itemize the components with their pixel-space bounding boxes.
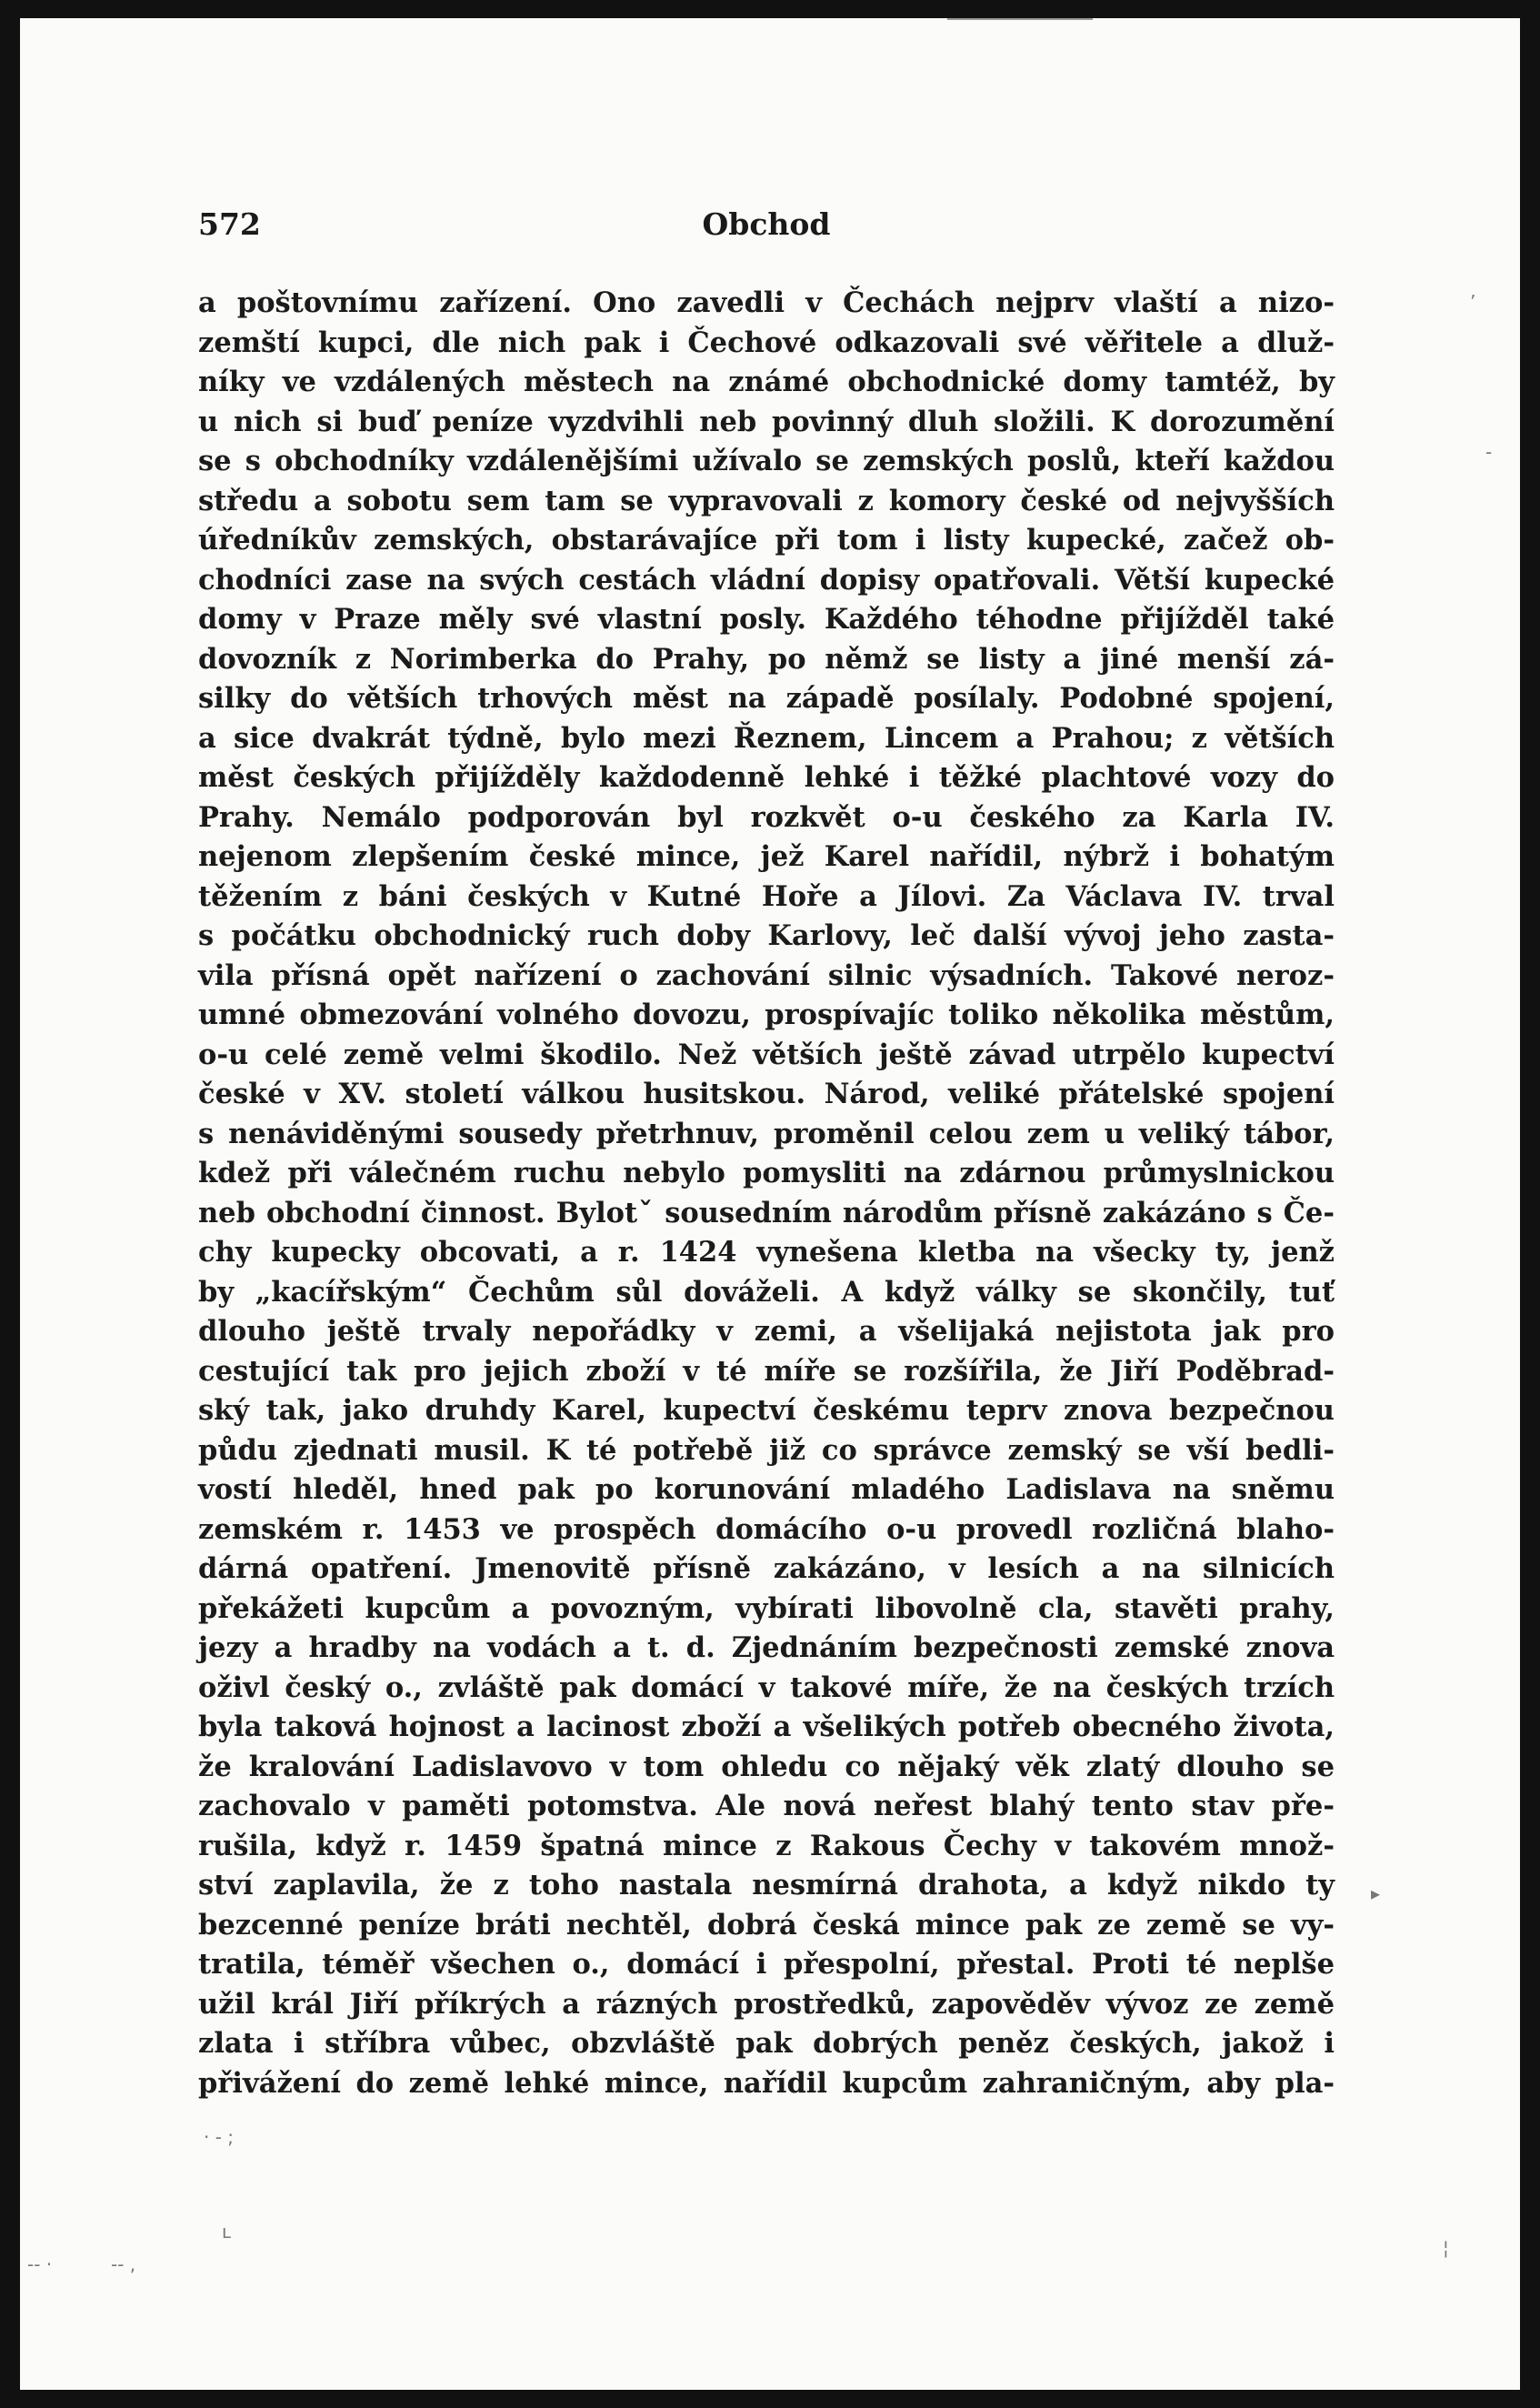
- text-line: kdež při válečném ruchu nebylo pomysliti na zdárnou průmyslnickou: [198, 1157, 1335, 1189]
- text-line: české v XV. století válkou husitskou. Národ, veliké přátelské spojení: [198, 1078, 1335, 1110]
- text-line: a sice dvakrát týdně, bylo mezi Řeznem, Lincem a Prahou; z větších: [198, 721, 1335, 755]
- top-edge-mark: [947, 18, 1093, 20]
- margin-mark: -- ,: [111, 2253, 136, 2275]
- text-line: zemští kupci, dle nich pak i Čechové odkazovali své věřitele a dluž-: [198, 326, 1335, 359]
- text-line: cestující tak pro jejich zboží v té míře se rozšířila, že Jiří Poděbrad-: [198, 1354, 1335, 1388]
- text-line: překážeti kupcům a povozným, vybírati libovolně cla, stavěti prahy,: [198, 1591, 1335, 1625]
- text-line: přivážení do země lehké mince, nařídil kupcům zahraničným, aby pla-: [198, 2066, 1335, 2100]
- text-line: vila přísná opět nařízení o zachování silnic výsadních. Takové neroz-: [198, 958, 1335, 992]
- text-line: zemském r. 1453 ve prospěch domácího o-u provedl rozličná blaho-: [198, 1512, 1335, 1546]
- text-line: úředníkův zemských, obstarávajíce při tom i listy kupecké, začež ob-: [198, 524, 1335, 557]
- text-line: by „kacířským“ Čechům sůl dováželi. A když války se skončily, tuť: [198, 1275, 1335, 1309]
- text-line: silky do větších trhových měst na západě posílaly. Podobné spojení,: [198, 682, 1335, 715]
- text-line: dárná opatření. Jmenovitě přísně zakázáno, v lesích a na silnicích: [198, 1552, 1335, 1585]
- running-head: Obchod: [702, 206, 831, 242]
- text-line: nejenom zlepšením české mince, jež Karel nařídil, nýbrž i bohatým: [198, 840, 1335, 873]
- text-line: zlata i stříbra vůbec, obzvláště pak dobrých peněz českých, jakož i: [198, 2027, 1335, 2060]
- text-line: dovozník z Norimberka do Prahy, po němž se listy a jiné menší zá-: [198, 642, 1335, 676]
- book-page: [20, 18, 1520, 2390]
- text-line: středu a sobotu sem tam se vypravovali z komory české od nejvyšších: [198, 484, 1335, 517]
- margin-mark: ¦: [1443, 2237, 1449, 2259]
- page-number: 572: [198, 206, 261, 242]
- body-text: [198, 284, 1335, 2103]
- margin-mark: -- ·: [27, 2253, 53, 2275]
- text-line: níky ve vzdálených městech na známé obchodnické domy tamtéž, by: [198, 366, 1335, 398]
- text-line: byla taková hojnost a lacinost zboží a všelikých potřeb obecného života,: [198, 1711, 1335, 1743]
- text-line: měst českých přijížděly každodenně lehké i těžké plachtové vozy do: [198, 761, 1335, 794]
- margin-mark: ʟ: [222, 2221, 232, 2242]
- margin-mark: · - ;: [204, 2126, 235, 2148]
- text-line: umné obmezování volného dovozu, prospívajíc toliko několika městům,: [198, 998, 1335, 1031]
- text-line: užil král Jiří příkrých a rázných prostředků, zapověděv vývoz ze země: [198, 1987, 1335, 2021]
- text-line: domy v Praze měly své vlastní posly. Každého téhodne přijížděl také: [198, 603, 1335, 636]
- text-line: jezy a hradby na vodách a t. d. Zjednáním bezpečnosti zemské znova: [198, 1631, 1335, 1664]
- text-line: neb obchodní činnost. Bylotˇ sousedním národům přísně zakázáno s Če-: [198, 1196, 1335, 1229]
- text-line: o-u celé země velmi škodilo. Než větších ještě závad utrpělo kupectví: [198, 1038, 1335, 1071]
- text-line: ství zaplavila, že z toho nastala nesmírná drahota, a když nikdo ty: [198, 1869, 1335, 1901]
- text-line: u nich si buď peníze vyzdvihli neb povinný dluh složili. K dorozumění: [198, 405, 1335, 438]
- text-line: ský tak, jako druhdy Karel, kupectví českému teprv znova bezpečnou: [198, 1394, 1335, 1427]
- text-line: bezcenné peníze bráti nechtěl, dobrá česká mince pak ze země se vy-: [198, 1908, 1335, 1941]
- text-line: Prahy. Nemálo podporován byl rozkvět o-u českého za Karla IV.: [198, 800, 1335, 834]
- margin-mark: ▸: [1371, 1882, 1381, 1904]
- text-line: rušila, když r. 1459 špatná mince z Rakous Čechy v takovém množ-: [198, 1829, 1335, 1862]
- text-line: že kralování Ladislavovo v tom ohledu co nějaký věk zlatý dlouho se: [198, 1750, 1335, 1783]
- text-line: tratila, téměř všechen o., domácí i přespolní, přestal. Proti té neplše: [198, 1948, 1335, 1981]
- text-line: s počátku obchodnický ruch doby Karlovy, leč další vývoj jeho zasta-: [198, 919, 1335, 952]
- text-line: zachovalo v paměti potomstva. Ale nová neřest blahý tento stav pře-: [198, 1790, 1335, 1822]
- text-line: těžením z báni českých v Kutné Hoře a Jílovi. Za Václava IV. trval: [198, 879, 1335, 913]
- text-line: dlouho ještě trvaly nepořádky v zemi, a všelijaká nejistota jak pro: [198, 1315, 1335, 1348]
- text-line: chy kupecky obcovati, a r. 1424 vynešena kletba na všecky ty, jenž: [198, 1236, 1335, 1269]
- text-line: oživl český o., zvláště pak domácí v takové míře, že na českých trzích: [198, 1671, 1335, 1704]
- margin-mark: ’: [1470, 291, 1476, 313]
- text-line: půdu zjednati musil. K té potřebě již co správce zemský se vší bedli-: [198, 1433, 1335, 1467]
- text-line: chodníci zase na svých cestách vládní dopisy opatřovali. Větší kupecké: [198, 563, 1335, 597]
- text-line: a poštovnímu zařízení. Ono zavedli v Čechách nejprv vlaští a nizo-: [198, 286, 1335, 319]
- text-line: vostí hleděl, hned pak po korunování mladého Ladislava na sněmu: [198, 1473, 1335, 1506]
- text-line: s nenáviděnými sousedy přetrhnuv, proměnil celou zem u veliký tábor,: [198, 1117, 1335, 1150]
- margin-mark: -: [1485, 441, 1493, 463]
- text-line: se s obchodníky vzdálenějšími užívalo se zemských poslů, kteří každou: [198, 445, 1335, 477]
- page-header: [198, 196, 1335, 250]
